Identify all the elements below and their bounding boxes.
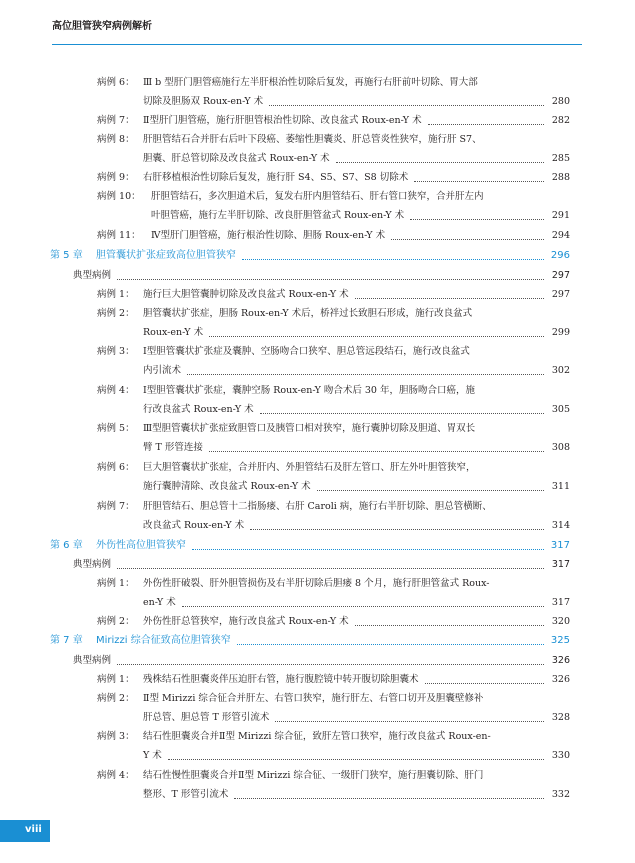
case-entry[interactable] <box>97 285 570 304</box>
page-ref: 314 <box>551 520 570 531</box>
entry-text-line: Roux-en-Y 术 <box>143 327 204 338</box>
entry-text-line: Ⅱ型 Mirizzi 综合征合并肝左、右管口狭窄，施行肝左、右管口切开及胆囊壁修补 <box>143 693 484 704</box>
case-entry[interactable] <box>97 111 570 130</box>
chapter-title: 胆管囊状扩张症致高位胆管狭窄 <box>96 250 236 261</box>
page-ref: 299 <box>551 327 570 338</box>
page-ref: 288 <box>551 172 570 183</box>
page-ref: 297 <box>551 270 570 281</box>
dot-leader <box>234 797 544 799</box>
entry-text-line: 施行囊肿清除、改良盆式 Roux-en-Y 术 <box>143 481 311 492</box>
entry-text-line: 切除及胆肠双 Roux-en-Y 术 <box>143 96 264 107</box>
dot-leader <box>182 605 544 607</box>
page-ref: 305 <box>551 404 570 415</box>
case-label: 病例 2： <box>97 693 135 704</box>
dot-leader <box>410 218 544 220</box>
entry-text-line: 典型病例 <box>73 655 112 666</box>
entry-text-line: Ⅰ型胆管囊状扩张症及囊肿、空肠吻合口狭窄、胆总管远段结石，施行改良盆式 <box>143 346 470 357</box>
entry-text-line: 内引流术 <box>143 365 182 376</box>
section-entry[interactable] <box>73 651 570 670</box>
entry-text-line: 肝胆管结石合并肝右后叶下段癌、萎缩性胆囊炎、肝总管炎性狭窄，施行肝 S7、 <box>143 134 482 145</box>
case-entry[interactable] <box>97 497 570 535</box>
dot-leader <box>209 335 544 337</box>
dot-leader <box>117 663 544 665</box>
chapter-entry[interactable] <box>50 536 570 555</box>
entry-text-line: 肝胆管结石、胆总管十二指肠瘘、右肝 Caroli 病，施行右半肝切除、胆总管横断、 <box>143 501 492 512</box>
case-entry[interactable] <box>97 226 570 245</box>
entry-text-line: 改良盆式 Roux-en-Y 术 <box>143 520 245 531</box>
case-entry[interactable] <box>97 381 570 419</box>
chapter-number: 第 6 章 <box>50 540 83 551</box>
case-entry[interactable] <box>97 574 570 612</box>
case-label: 病例 4： <box>97 770 135 781</box>
case-label: 病例 2： <box>97 616 135 627</box>
case-entry[interactable] <box>97 187 570 225</box>
entry-text-line: 肝总管、胆总管 T 形管引流术 <box>143 712 270 723</box>
dot-leader <box>355 624 544 626</box>
case-entry[interactable] <box>97 73 570 111</box>
entry-text-line: 行改良盆式 Roux-en-Y 术 <box>143 404 254 415</box>
page-ref: 302 <box>551 365 570 376</box>
page-ref: 285 <box>551 153 570 164</box>
entry-text-line: Ⅱ型肝门胆管癌，施行肝胆管根治性切除、改良盆式 Roux-en-Y 术 <box>143 115 422 126</box>
chapter-entry[interactable] <box>50 631 570 650</box>
case-entry[interactable] <box>97 342 570 380</box>
dot-leader <box>317 489 544 491</box>
entry-text-line: 典型病例 <box>73 559 112 570</box>
entry-text-line: 残株结石性胆囊炎伴压迫肝右管，施行腹腔镜中转开腹切除胆囊术 <box>143 674 419 685</box>
case-label: 病例 3： <box>97 346 135 357</box>
chapter-entry[interactable] <box>50 246 570 265</box>
case-entry[interactable] <box>97 612 570 631</box>
page-ref: 291 <box>551 210 570 221</box>
entry-text-line: en-Y 术 <box>143 597 176 608</box>
entry-text-line: 典型病例 <box>73 270 112 281</box>
page-ref: 308 <box>551 442 570 453</box>
dot-leader <box>355 297 544 299</box>
dot-leader <box>260 412 544 414</box>
section-entry[interactable] <box>73 555 570 574</box>
page-ref: 311 <box>551 481 570 492</box>
dot-leader <box>275 720 544 722</box>
case-entry[interactable] <box>97 130 570 168</box>
case-label: 病例 7： <box>97 501 135 512</box>
section-entry[interactable] <box>73 266 570 285</box>
chapter-number: 第 7 章 <box>50 635 83 646</box>
dot-leader <box>117 567 544 569</box>
dot-leader <box>414 180 544 182</box>
case-label: 病例 1： <box>97 674 135 685</box>
dot-leader <box>336 161 544 163</box>
entry-text-line: Y 术 <box>143 750 162 761</box>
dot-leader <box>117 278 544 280</box>
case-entry[interactable] <box>97 766 570 804</box>
page-ref: 320 <box>551 616 570 627</box>
entry-text-line: 外伤性肝破裂、肝外胆管损伤及右半肝切除后胆瘘 8 个月，施行肝胆管盆式 Roux- <box>143 578 490 589</box>
page-ref: 325 <box>550 635 570 646</box>
entry-text-line: 右肝移植根治性切除后复发，施行肝 S4、S5、S7、S8 切除术 <box>143 172 409 183</box>
entry-text-line: Ⅰ型胆管囊状扩张症，囊肿空肠 Roux-en-Y 吻合术后 30 年，胆肠吻合口癌，施 <box>143 385 475 396</box>
dot-leader <box>237 643 544 645</box>
case-entry[interactable] <box>97 304 570 342</box>
case-label: 病例 9： <box>97 172 135 183</box>
chapter-title: Mirizzi 综合征致高位胆管狭窄 <box>96 635 231 646</box>
case-label: 病例 8： <box>97 134 135 145</box>
page-ref: 326 <box>551 674 570 685</box>
book-title: 高位胆管狭窄病例解析 <box>52 21 152 32</box>
entry-text-line: 外伤性肝总管狭窄，施行改良盆式 Roux-en-Y 术 <box>143 616 349 627</box>
case-label: 病例 7： <box>97 115 135 126</box>
case-label: 病例 11： <box>97 230 141 241</box>
page-ref: 317 <box>551 597 570 608</box>
dot-leader <box>428 123 544 125</box>
case-label: 病例 6： <box>97 462 135 473</box>
page-ref: 328 <box>551 712 570 723</box>
entry-text-line: 胆囊、肝总管切除及改良盆式 Roux-en-Y 术 <box>143 153 330 164</box>
case-entry[interactable] <box>97 727 570 765</box>
page-ref: 282 <box>551 115 570 126</box>
dot-leader <box>242 258 544 260</box>
entry-text-line: 结石性胆囊炎合并Ⅱ型 Mirizzi 综合征，致肝左管口狭窄，施行改良盆式 Roux-en- <box>143 731 491 742</box>
dot-leader <box>187 373 544 375</box>
case-label: 病例 4： <box>97 385 135 396</box>
case-entry[interactable] <box>97 168 570 187</box>
case-label: 病例 2： <box>97 308 135 319</box>
entry-text-line: 施行巨大胆管囊肿切除及改良盆式 Roux-en-Y 术 <box>143 289 349 300</box>
entry-text-line: 叶胆管癌，施行左半肝切除、改良肝胆管盆式 Roux-en-Y 术 <box>151 210 405 221</box>
chapter-title: 外伤性高位胆管狭窄 <box>96 540 186 551</box>
chapter-number: 第 5 章 <box>50 250 83 261</box>
dot-leader <box>168 758 544 760</box>
page-number: viii <box>25 824 42 835</box>
page-ref: 294 <box>551 230 570 241</box>
dot-leader <box>192 548 544 550</box>
case-entry[interactable] <box>97 458 570 496</box>
dot-leader <box>209 450 544 452</box>
case-label: 病例 5： <box>97 423 135 434</box>
header-divider <box>52 44 582 45</box>
case-entry[interactable] <box>97 689 570 727</box>
dot-leader <box>250 528 544 530</box>
entry-text-line: 胆管囊状扩张症，胆肠 Roux-en-Y 术后，桥袢过长致胆石形成，施行改良盆式 <box>143 308 473 319</box>
entry-text-line: Ⅲ b 型肝门胆管癌施行左半肝根治性切除后复发，再施行右肝前叶切除、胃大部 <box>143 77 478 88</box>
case-label: 病例 6： <box>97 77 135 88</box>
entry-text-line: 臂 T 形管连接 <box>143 442 203 453</box>
case-entry[interactable] <box>97 419 570 457</box>
case-entry[interactable] <box>97 670 570 689</box>
dot-leader <box>269 104 544 106</box>
page-ref: 317 <box>550 540 570 551</box>
page-ref: 326 <box>551 655 570 666</box>
dot-leader <box>391 238 544 240</box>
page-ref: 330 <box>551 750 570 761</box>
entry-text-line: 整形、T 形管引流术 <box>143 789 229 800</box>
page-ref: 332 <box>551 789 570 800</box>
page-ref: 280 <box>551 96 570 107</box>
page-ref: 296 <box>550 250 570 261</box>
case-label: 病例 3： <box>97 731 135 742</box>
dot-leader <box>425 682 544 684</box>
entry-text-line: Ⅳ型肝门胆管癌，施行根治性切除、胆肠 Roux-en-Y 术 <box>151 230 386 241</box>
case-label: 病例 1： <box>97 578 135 589</box>
case-label: 病例 1： <box>97 289 135 300</box>
running-header <box>0 0 635 46</box>
page-ref: 297 <box>551 289 570 300</box>
entry-text-line: 结石性慢性胆囊炎合并Ⅱ型 Mirizzi 综合征、一级肝门狭窄，施行胆囊切除、肝门 <box>143 770 484 781</box>
entry-text-line: 肝胆管结石，多次胆道术后，复发右肝内胆管结石、肝右管口狭窄，合并肝左内 <box>151 191 484 202</box>
entry-text-line: 巨大胆管囊状扩张症，合并肝内、外胆管结石及肝左管口、肝左外叶胆管狭窄， <box>143 462 476 473</box>
case-label: 病例 10： <box>97 191 141 202</box>
entry-text-line: Ⅲ型胆管囊状扩张症致胆管口及胰管口相对狭窄，施行囊肿切除及胆道、胃双长 <box>143 423 476 434</box>
page-ref: 317 <box>551 559 570 570</box>
